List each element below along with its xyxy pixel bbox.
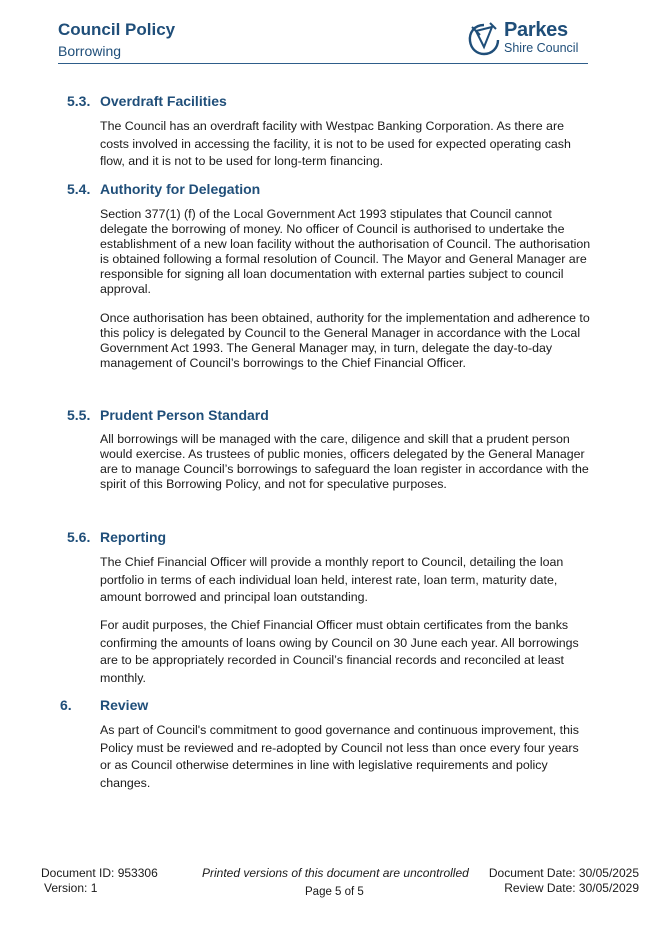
page-number: Page 5 of 5 [305,886,364,898]
section-title: Overdraft Facilities [100,93,227,109]
section-number: 5.5. [67,407,91,423]
document-date: Document Date: 30/05/2025 [488,866,639,880]
section-paragraph: The Chief Financial Officer will provide a monthly report to Council, detailing the loan portfolio in terms of each individual loan held, interest rate, loan term, maturity date, amount borrowed and principal loan outstanding. [100,555,564,604]
section-number: 5.6. [67,529,91,545]
page-header [58,20,588,64]
document-subtitle: Borrowing [58,43,122,59]
header-divider [58,63,588,64]
review-date: Review Date: 30/05/2029 [504,881,639,895]
parkes-logo-icon [466,21,502,57]
document-id: Document ID: 953306 [41,866,158,880]
section-number: 5.3. [67,93,91,109]
uncontrolled-notice: Printed versions of this document are uncontrolled [202,866,469,880]
section-title: Authority for Delegation [100,181,261,197]
section-paragraph: Section 377(1) (f) of the Local Government Act 1993 stipulates that Council cannot delegate the borrowing of money. No officer of Council is authorised to undertake the establishment of a new loan facility without the authorisation of Council. The authorisation is obtained following a formal resolution of Council. The Mayor and General Manager are responsible for signing all loan documentation with external parties subject to council approval. [100,207,591,296]
section-paragraph: As part of Council's commitment to good governance and continuous improvement, this Policy must be reviewed and re-adopted by Council not less than once every four years or as Council otherwise determines in line with legislative requirements and policy changes. [100,723,579,790]
section-paragraph: All borrowings will be managed with the care, diligence and skill that a prudent person would exercise. As trustees of public monies, officers delegated by the General Manager are to manage Council’s borrowings to safeguard the loan register in accordance with the spirit of this Borrowing Policy, and not for speculative purposes. [100,432,589,491]
section-paragraph: The Council has an overdraft facility with Westpac Banking Corporation. As there are costs involved in accessing the facility, it is not to be used for expected operating cash flow, and it is not to be used for long-term financing. [100,119,571,168]
section-title: Prudent Person Standard [100,407,269,423]
document-title: Council Policy [58,20,176,39]
section-paragraph: For audit purposes, the Chief Financial Officer must obtain certificates from the banks confirming the amounts of loans owing by Council on 30 June each year. All borrowings are to be appropriately recorded in Council’s financial records and reconciled at least monthly. [100,618,579,685]
section-title: Reporting [100,529,167,545]
section-number: 6. [60,697,72,713]
section-paragraph: Once authorisation has been obtained, authority for the implementation and adherence to this policy is delegated by Council to the General Manager in accordance with the Local Government Act 1993. The General Manager may, in turn, delegate the day-to-day management of Council’s borrowings to the Chief Financial Officer. [100,311,590,370]
section-number: 5.4. [67,181,91,197]
section-title: Review [100,697,149,713]
logo-name: Parkes [504,19,568,41]
document-version: Version: 1 [44,881,98,895]
logo-subtitle: Shire Council [504,41,579,55]
council-logo [466,20,588,60]
